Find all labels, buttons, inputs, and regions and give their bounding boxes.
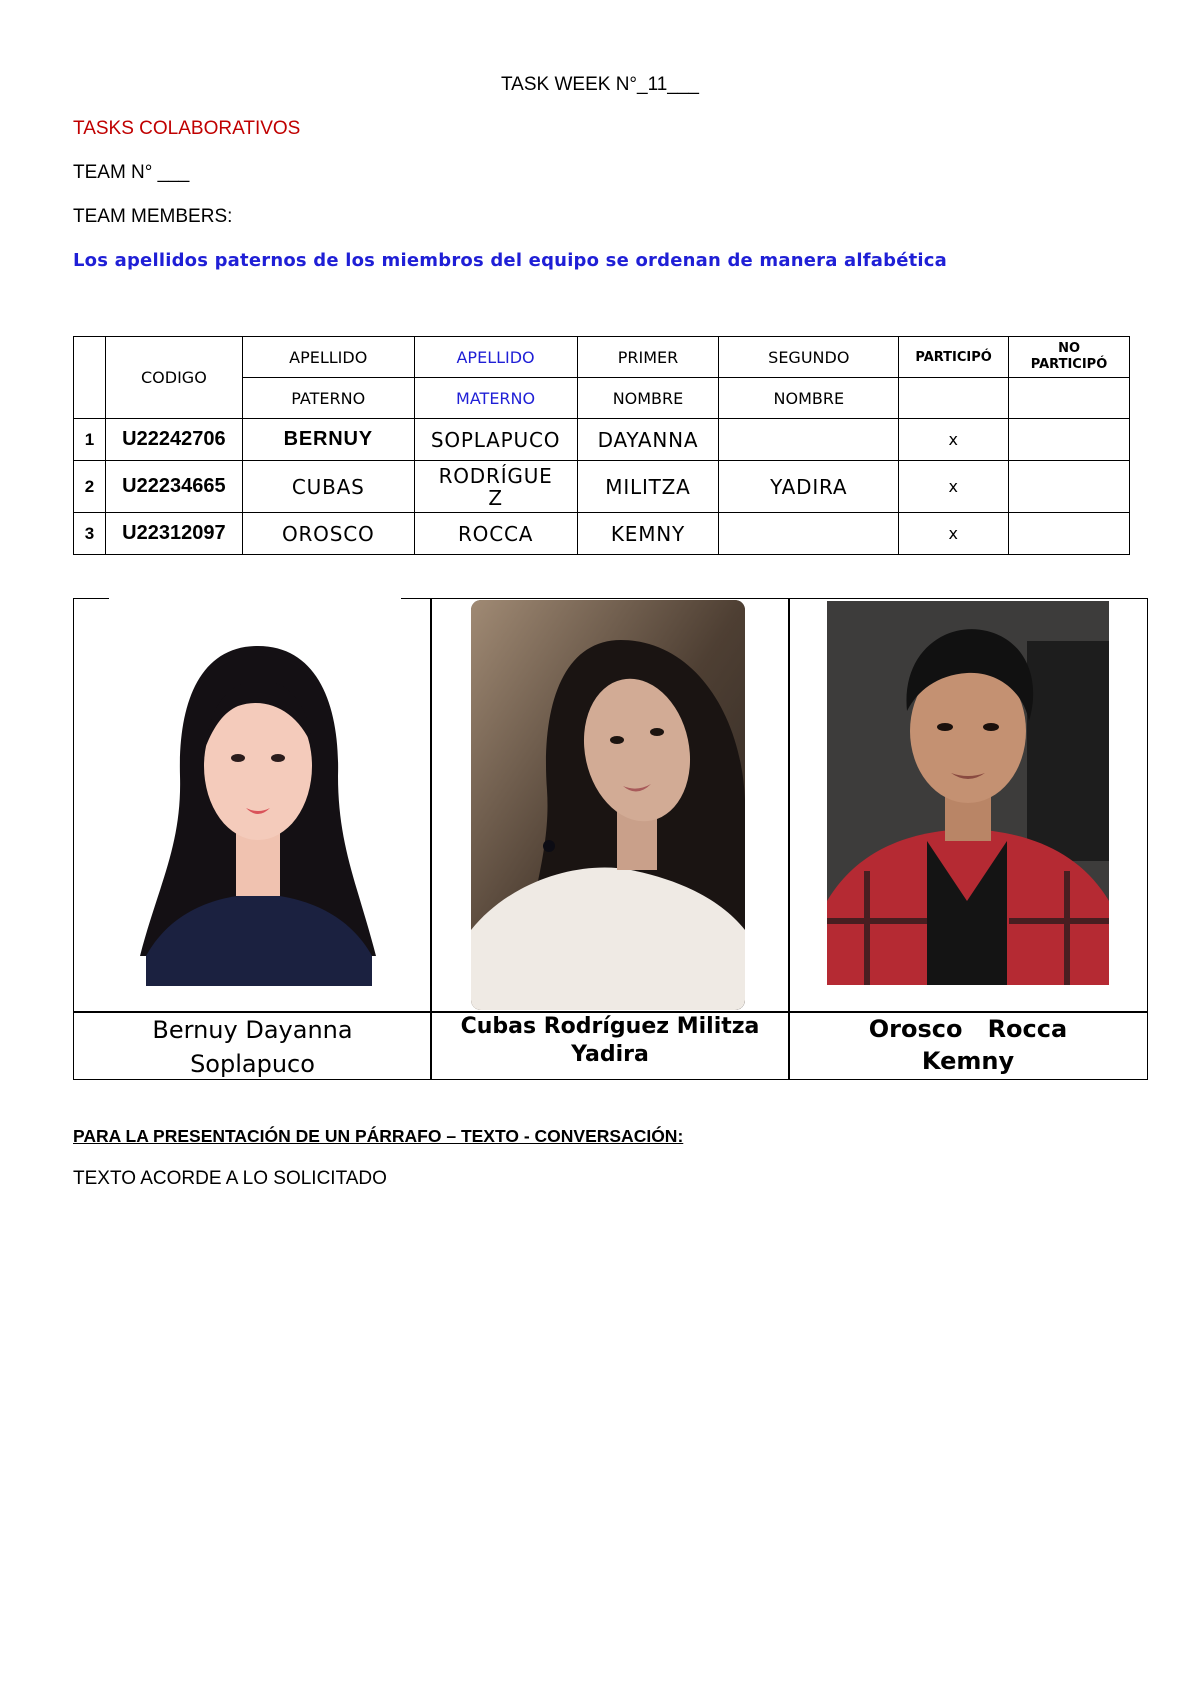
row-materno: ROCCA — [414, 513, 577, 555]
row-no-participo — [1009, 461, 1130, 513]
member-photo-2 — [471, 600, 745, 1010]
row-segundo — [719, 419, 899, 461]
photo-caption-2 — [430, 1011, 790, 1080]
caption-3-line1: Orosco Rocca — [868, 1015, 1068, 1043]
header-primer-bottom: NOMBRE — [577, 378, 719, 419]
team-members-label: TEAM MEMBERS: — [73, 206, 233, 227]
table-row — [74, 419, 1130, 461]
row-number: 2 — [74, 461, 106, 513]
photo-caption-1 — [73, 1011, 432, 1080]
row-segundo — [719, 513, 899, 555]
header-apellido-materno-top: APELLIDO — [414, 337, 577, 378]
row-paterno: OROSCO — [242, 513, 414, 555]
header-no-participo — [1009, 337, 1130, 378]
row-codigo: U22312097 — [105, 513, 242, 555]
header-apellido-paterno-top: APELLIDO — [242, 337, 414, 378]
table-row — [74, 461, 1130, 513]
member-photo-3 — [827, 601, 1109, 985]
header-codigo: CODIGO — [105, 337, 242, 419]
photo-caption-3 — [788, 1011, 1148, 1080]
header-no-participo-line2: PARTICIPÓ — [1030, 357, 1108, 372]
row-codigo: U22242706 — [105, 419, 242, 461]
header-empty-2 — [1009, 378, 1130, 419]
row-materno — [414, 461, 577, 513]
caption-1-line2: Soplapuco — [190, 1050, 315, 1078]
row-participo: x — [899, 419, 1009, 461]
table-row — [74, 513, 1130, 555]
header-number-cell — [74, 337, 106, 419]
photo-cell-2 — [430, 598, 790, 1013]
header-empty-1 — [899, 378, 1009, 419]
row-participo: x — [899, 461, 1009, 513]
caption-3-line2: Kemny — [921, 1047, 1015, 1075]
section-body: TEXTO ACORDE A LO SOLICITADO — [73, 1168, 387, 1189]
member-photos-grid — [73, 598, 1148, 1080]
header-primer-top: PRIMER — [577, 337, 719, 378]
row-paterno: CUBAS — [242, 461, 414, 513]
row-number: 3 — [74, 513, 106, 555]
section-title: PARA LA PRESENTACIÓN DE UN PÁRRAFO – TEXTO - CONVERSACIÓN: — [73, 1126, 684, 1146]
row-number: 1 — [74, 419, 106, 461]
page-title: TASK WEEK N°_11___ — [500, 74, 700, 95]
header-no-participo-line1: NO — [1058, 341, 1080, 356]
members-table — [73, 336, 1130, 555]
photo-cell-1 — [73, 598, 432, 1013]
portrait-3-image — [827, 601, 1109, 985]
row-no-participo — [1009, 513, 1130, 555]
row-materno: SOPLAPUCO — [414, 419, 577, 461]
caption-2-line2: Yadira — [571, 1042, 649, 1067]
header-apellido-materno-bottom: MATERNO — [414, 378, 577, 419]
portrait-2-image — [471, 600, 745, 1010]
member-photo-1 — [128, 626, 388, 986]
header-segundo-bottom: NOMBRE — [719, 378, 899, 419]
header-participo: PARTICIPÓ — [899, 337, 1009, 378]
caption-1-line1: Bernuy Dayanna — [152, 1016, 353, 1044]
header-segundo-top: SEGUNDO — [719, 337, 899, 378]
team-number-line: TEAM N° ___ — [73, 162, 190, 183]
row-primer: KEMNY — [577, 513, 719, 555]
row-materno-line2: Z — [488, 485, 503, 510]
caption-2-line1: Cubas Rodríguez Militza — [460, 1014, 760, 1039]
subtitle: TASKS COLABORATIVOS — [73, 118, 301, 139]
row-participo: x — [899, 513, 1009, 555]
ordering-note: Los apellidos paternos de los miembros del equipo se ordenan de manera alfabética — [73, 250, 947, 271]
portrait-1-image — [128, 626, 388, 986]
row-materno-line1: RODRÍGUE — [438, 463, 553, 488]
row-segundo: YADIRA — [719, 461, 899, 513]
row-primer: DAYANNA — [577, 419, 719, 461]
header-apellido-paterno-bottom: PATERNO — [242, 378, 414, 419]
row-paterno: BERNUY — [242, 419, 414, 461]
row-no-participo — [1009, 419, 1130, 461]
row-primer: MILITZA — [577, 461, 719, 513]
row-codigo: U22234665 — [105, 461, 242, 513]
photo-cell-3 — [788, 598, 1148, 1013]
